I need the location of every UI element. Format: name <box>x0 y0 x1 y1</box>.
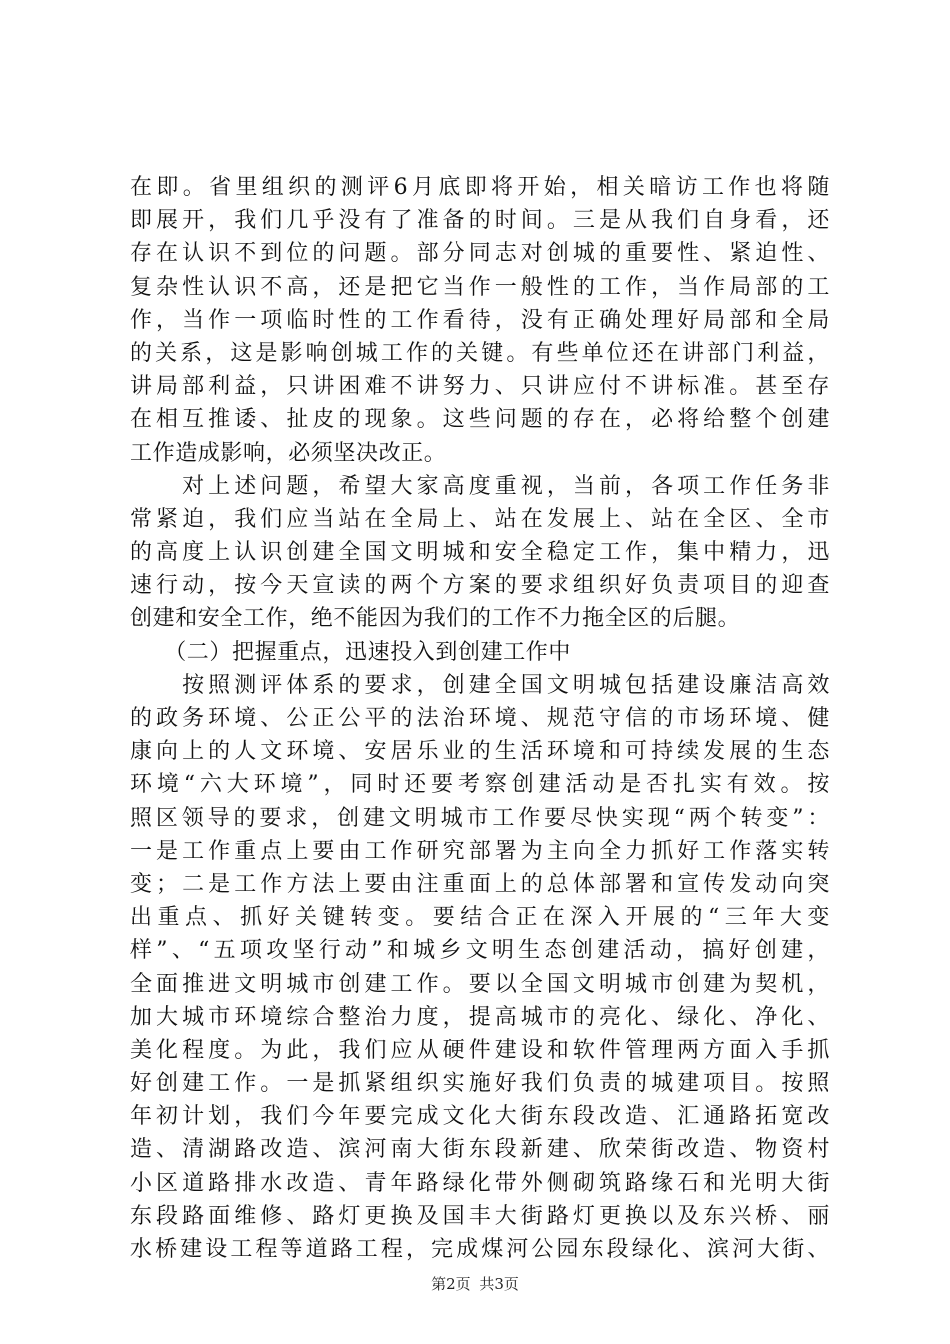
text-line: 造、清湖路改造、滨河南大街东段新建、欣荣街改造、物资村 <box>130 1137 830 1163</box>
text-line: 的政务环境、公正公平的法治环境、规范守信的市场环境、健 <box>130 706 830 731</box>
text-line: 康向上的人文环境、安居乐业的生活环境和可持续发展的生态 <box>130 739 830 765</box>
page-number: 第2页 <box>431 1275 471 1293</box>
text-line: 环境“六大环境”，同时还要考察创建活动是否扎实有效。按 <box>130 772 830 798</box>
text-line: 东段路面维修、路灯更换及国丰大街路灯更换以及东兴桥、丽 <box>130 1203 830 1229</box>
page-footer <box>0 1274 950 1294</box>
text-line: 工作造成影响，必须坚决改正。 <box>130 440 447 466</box>
text-line: 创建和安全工作，绝不能因为我们的工作不力拖全区的后腿。 <box>130 606 741 632</box>
text-line: 对上述问题，希望大家高度重视，当前，各项工作任务非 <box>130 473 830 499</box>
text-line: 水桥建设工程等道路工程，完成煤河公园东段绿化、滨河大街、 <box>130 1237 830 1262</box>
text-line: 在即。省里组织的测评6月底即将开始，相关暗访工作也将随 <box>130 175 830 200</box>
text-line: 好创建工作。一是抓紧组织实施好我们负责的城建项目。按照 <box>130 1071 830 1097</box>
text-line: 在相互推诿、扯皮的现象。这些问题的存在，必将给整个创建 <box>130 407 830 433</box>
page-total: 共3页 <box>479 1275 519 1293</box>
text-line: 一是工作重点上要由工作研究部署为主向全力抓好工作落实转 <box>130 838 830 864</box>
document-body <box>130 171 830 1266</box>
text-line: （二）把握重点，迅速投入到创建工作中 <box>130 639 572 665</box>
text-line: 美化程度。为此，我们应从硬件建设和软件管理两方面入手抓 <box>130 1037 830 1063</box>
text-line: 照区领导的要求，创建文明城市工作要尽快实现“两个转变”： <box>130 805 830 831</box>
text-line: 作，当作一项临时性的工作看待，没有正确处理好局部和全局 <box>130 307 830 333</box>
text-line: 小区道路排水改造、青年路绿化带外侧砌筑路缘石和光明大街 <box>130 1170 830 1196</box>
text-line: 全面推进文明城市创建工作。要以全国文明城市创建为契机， <box>130 971 830 997</box>
text-line: 按照测评体系的要求，创建全国文明城包括建设廉洁高效 <box>130 672 830 698</box>
text-line: 的关系，这是影响创城工作的关键。有些单位还在讲部门利益， <box>130 340 830 366</box>
text-line: 速行动，按今天宣读的两个方案的要求组织好负责项目的迎查 <box>130 573 830 599</box>
text-line: 变；二是工作方法上要由注重面上的总体部署和宣传发动向突 <box>130 871 830 897</box>
text-line: 的高度上认识创建全国文明城和安全稳定工作，集中精力，迅 <box>130 540 830 566</box>
text-line: 即展开，我们几乎没有了准备的时间。三是从我们自身看，还 <box>130 208 830 234</box>
text-line: 讲局部利益，只讲困难不讲努力、只讲应付不讲标准。甚至存 <box>130 374 830 400</box>
text-line: 常紧迫，我们应当站在全局上、站在发展上、站在全区、全市 <box>130 506 830 532</box>
text-line: 出重点、抓好关键转变。要结合正在深入开展的“三年大变 <box>130 905 830 931</box>
text-line: 年初计划，我们今年要完成文化大街东段改造、汇通路拓宽改 <box>130 1104 830 1130</box>
text-line: 复杂性认识不高，还是把它当作一般性的工作，当作局部的工 <box>130 274 830 300</box>
text-line: 加大城市环境综合整治力度，提高城市的亮化、绿化、净化、 <box>130 1004 830 1030</box>
text-line: 样”、“五项攻坚行动”和城乡文明生态创建活动，搞好创建， <box>130 938 830 964</box>
text-line: 存在认识不到位的问题。部分同志对创城的重要性、紧迫性、 <box>130 241 830 267</box>
